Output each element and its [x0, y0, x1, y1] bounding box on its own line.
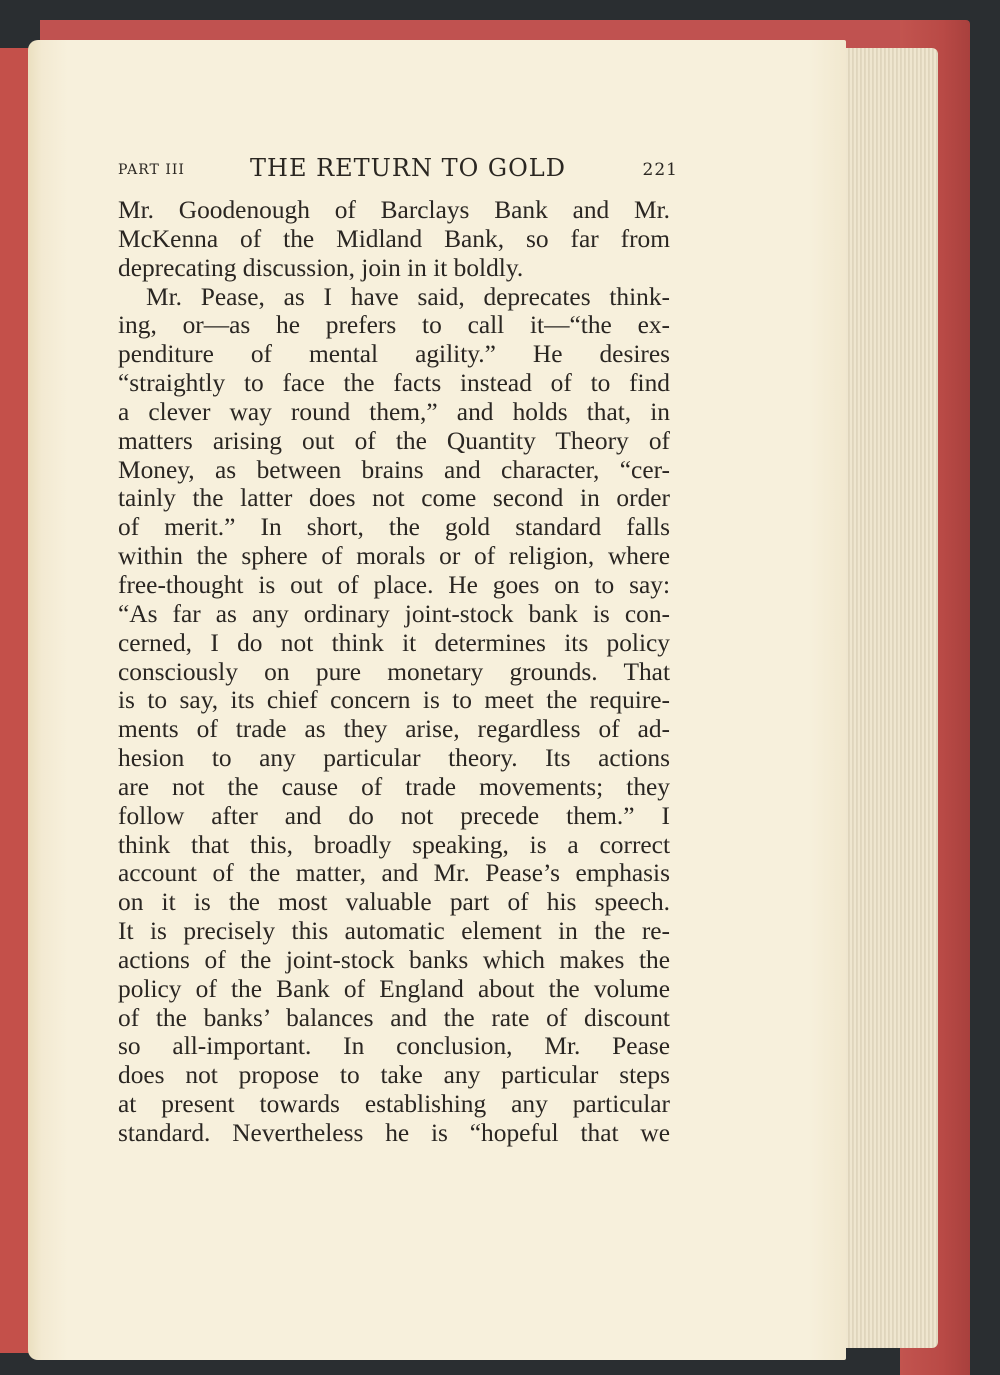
text-line: McKenna of the Midland Bank, so far from — [118, 224, 670, 253]
text-line: free-thought is out of place. He goes on to say: — [118, 570, 670, 599]
page-edges — [838, 48, 938, 1348]
text-line: Money, as between brains and character, “cer- — [118, 455, 670, 484]
text-line: Mr. Goodenough of Barclays Bank and Mr. — [118, 196, 670, 224]
text-line: It is precisely this automatic element in the re- — [118, 917, 670, 946]
text-line: ing, or—as he prefers to call it—“the ex- — [118, 311, 670, 340]
text-line: consciously on pure monetary grounds. That — [118, 657, 670, 686]
text-line: are not the cause of trade movements; they — [118, 772, 670, 801]
text-line: tainly the latter does not come second in order — [118, 484, 670, 513]
text-line: of merit.” In short, the gold standard falls — [118, 513, 670, 542]
page-number: 221 — [642, 160, 678, 180]
text-line: within the sphere of morals or of religion, where — [118, 542, 670, 571]
running-head-title: THE RETURN TO GOLD — [250, 154, 566, 182]
text-line: so all-important. In conclusion, Mr. Pease — [118, 1032, 670, 1061]
text-line: policy of the Bank of England about the volume — [118, 974, 670, 1003]
text-line: follow after and do not precede them.” I — [118, 801, 670, 830]
text-line: penditure of mental agility.” He desires — [118, 340, 670, 369]
text-line: hesion to any particular theory. Its actions — [118, 744, 670, 773]
text-line: matters arising out of the Quantity Theory of — [118, 426, 670, 455]
text-line: actions of the joint-stock banks which makes the — [118, 945, 670, 974]
text-line: think that this, broadly speaking, is a correct — [118, 830, 670, 859]
text-line: at present towards establishing any particular — [118, 1090, 670, 1119]
body-text — [118, 196, 670, 1148]
running-head — [118, 154, 678, 184]
text-line: on it is the most valuable part of his speech. — [118, 888, 670, 917]
text-line: account of the matter, and Mr. Pease’s emphasis — [118, 859, 670, 888]
running-head-part: PART III — [118, 162, 185, 178]
text-line: “As far as any ordinary joint-stock bank is con- — [118, 599, 670, 628]
text-line: cerned, I do not think it determines its policy — [118, 628, 670, 657]
text-line: standard. Nevertheless he is “hopeful that we — [118, 1119, 670, 1147]
text-line: of the banks’ balances and the rate of discount — [118, 1003, 670, 1032]
text-line: does not propose to take any particular steps — [118, 1061, 670, 1090]
text-line: deprecating discussion, join in it boldly. — [118, 253, 524, 282]
text-line: a clever way round them,” and holds that, in — [118, 397, 670, 426]
text-line: “straightly to face the facts instead of to find — [118, 369, 670, 398]
text-line: Mr. Pease, as I have said, deprecates think- — [146, 282, 670, 311]
text-line: is to say, its chief concern is to meet the require- — [118, 686, 670, 715]
text-line: ments of trade as they arise, regardless of ad- — [118, 715, 670, 744]
